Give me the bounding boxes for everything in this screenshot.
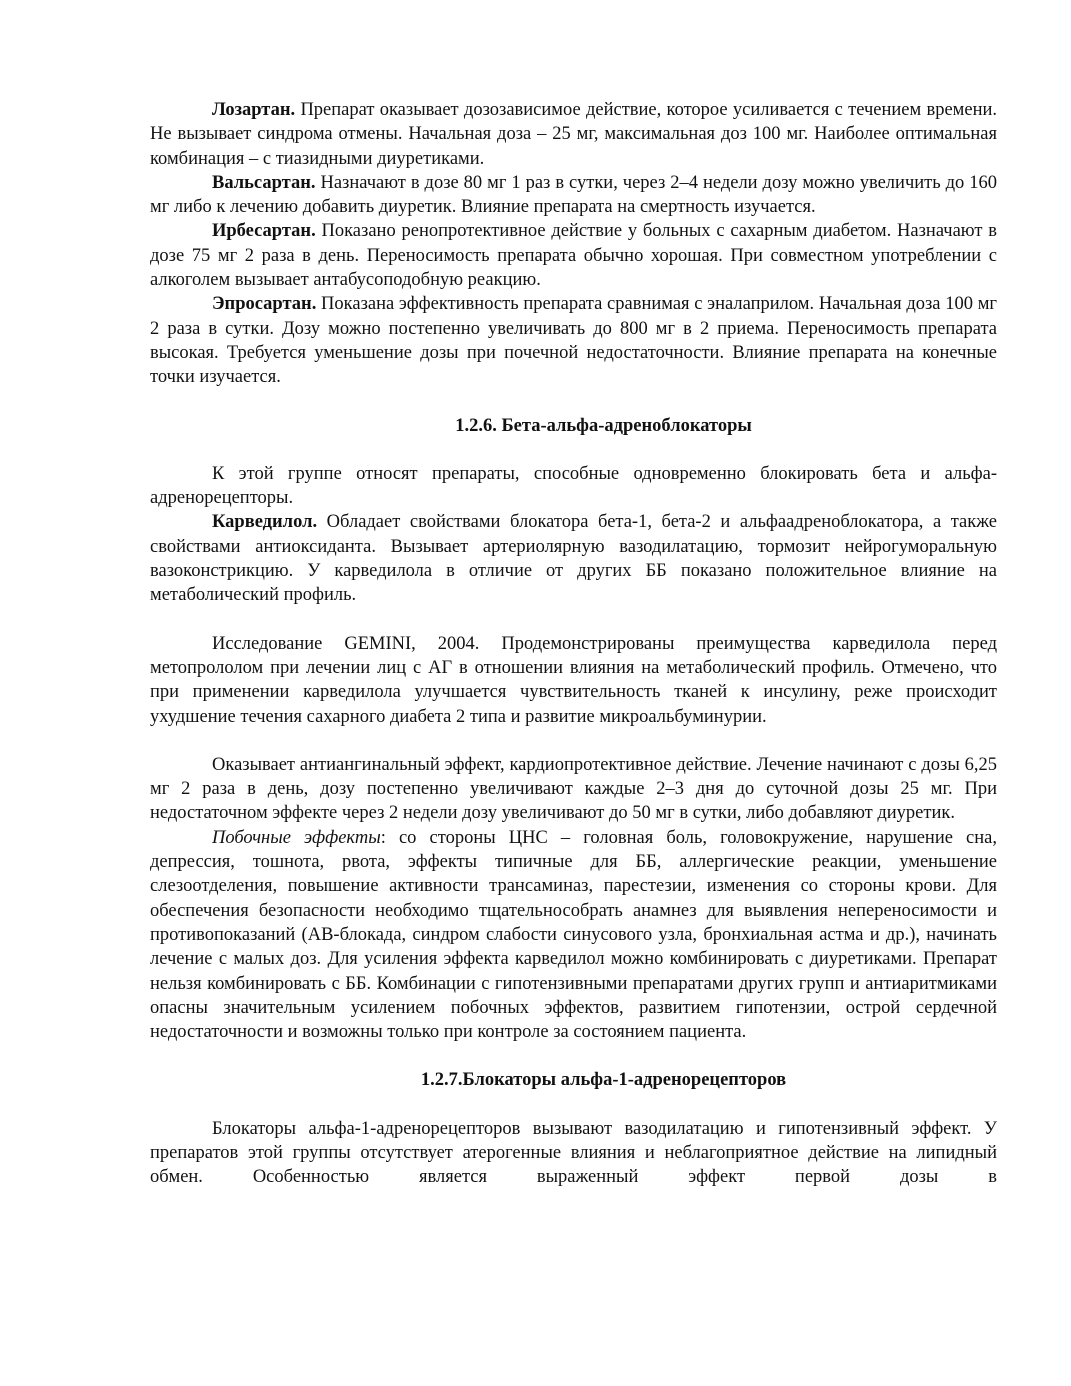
spacer bbox=[150, 1093, 997, 1117]
drug-name-valsartan: Вальсартан. bbox=[212, 172, 316, 193]
paragraph-valsartan: Вальсартан. Назначают в дозе 80 мг 1 раз в сутки, через 2–4 недели дозу можно увеличить до 160 мг либо к лечению добавить диуретик. Влияние препарата на смертность изучается. bbox=[150, 172, 997, 218]
spacer bbox=[150, 438, 997, 462]
drug-name-losartan: Лозартан. bbox=[212, 100, 296, 120]
spacer bbox=[150, 608, 997, 632]
drug-name-eprosartan: Эпросартан. bbox=[212, 294, 317, 315]
paragraph-side-effects: Побочные эффекты: со стороны ЦНС – головная боль, головокружение, нарушение сна, депрессия, тошнота, рвота, эффекты типичные для ББ, аллергические реакции, уменьшение слезоотделения, повышение активности трансаминаз, парестезии, изменения со стороны крови. Для обеспечения безопасности необходимо тщательнособрать анамнез для выявления непереносимости и противопоказаний (АВ-блокада, синдром слабости синусового узла, бронхиальная астма и др.), начинать лечение с малых доз. Для усиления эффекта карведилол можно комбинировать с диуретиками. Препарат нельзя комбинировать с ББ. Комбинации с гипотензивными препаратами других групп и антиаритмиками опасны значительным усилением побочных эффектов, развитием гипотензии, острой сердечной недостаточности и возможны только при контроле за состоянием пациента. bbox=[150, 827, 997, 1043]
side-effects-label: Побочные эффекты bbox=[212, 827, 381, 848]
drug-name-carvedilol: Карведилол. bbox=[212, 512, 318, 533]
paragraph-section-intro: К этой группе относят препараты, способные одновременно блокировать бета и альфа-адренорецепторы. bbox=[150, 463, 997, 509]
paragraph-losartan: Лозартан. Препарат оказывает дозозависимое действие, которое усиливается с течением времени. Не вызывает синдрома отмены. Начальная доза – 25 мг, максимальная доз 100 мг. Наиболее оптимальная комбинация – с тиазидными диуретиками. bbox=[150, 100, 997, 169]
spacer bbox=[150, 729, 997, 753]
drug-name-irbesartan: Ирбесартан. bbox=[212, 221, 316, 242]
paragraph-carvedilol: Карведилол. Обладает свойствами блокатора бета-1, бета-2 и альфаадреноблокатора, а также свойствами антиоксиданта. Вызывает артериолярную вазодилатацию, тормозит нейрогуморальную вазоконстрикцию. У карведилола в отличие от других ББ показано положительное влияние на метаболический профиль. bbox=[150, 512, 997, 606]
paragraph-effect-dosing: Оказывает антиангинальный эффект, кардиопротективное действие. Лечение начинают с дозы 6,25 мг 2 раза в день, дозу постепенно увеличивают каждые 2–3 дня до суточной дозы 25 мг. При недостаточном эффекте через 2 недели дозу увеличивают до 50 мг в сутки, либо добавляют диуретик. bbox=[150, 754, 997, 824]
paragraph-alpha1-intro: Блокаторы альфа-1-адренорецепторов вызывают вазодилатацию и гипотензивный эффект. У препаратов этой группы отсутствует атерогенные влияния и неблагоприятное действие на липидный обмен. Особенностью является выраженный эффект первой дозы в bbox=[150, 1118, 997, 1188]
document-page bbox=[150, 98, 997, 1190]
section-heading-1-2-6: 1.2.6. Бета-альфа-адреноблокаторы bbox=[455, 415, 752, 436]
paragraph-eprosartan: Эпросартан. Показана эффективность препарата сравнимая с эналаприлом. Начальная доза 100 мг 2 раза в сутки. Дозу можно постепенно увеличивать до 800 мг в 2 приема. Переносимость препарата высокая. Требуется уменьшение дозы при почечной недостаточности. Влияние препарата на конечные точки изучается. bbox=[150, 294, 997, 388]
section-heading-1-2-7: 1.2.7.Блокаторы альфа-1-адренорецепторов bbox=[420, 1070, 787, 1091]
paragraph-irbesartan: Ирбесартан. Показано ренопротективное действие у больных с сахарным диабетом. Назначают в дозе 75 мг 2 раза в день. Переносимость препарата обычно хорошая. При совместном употреблении с алкоголем вызывает антабусоподобную реакцию. bbox=[150, 221, 997, 291]
spacer bbox=[150, 1044, 997, 1068]
spacer bbox=[150, 390, 997, 414]
paragraph-gemini-study: Исследование GEMINI, 2004. Продемонстрированы преимущества карведилола перед метопрололом при лечении лиц с АГ в отношении влияния на метаболический профиль. Отмечено, что при применении карведилола улучшается чувствительность тканей к инсулину, реже происходит ухудшение течения сахарного диабета 2 типа и развитие микроальбуминурии. bbox=[150, 633, 997, 727]
